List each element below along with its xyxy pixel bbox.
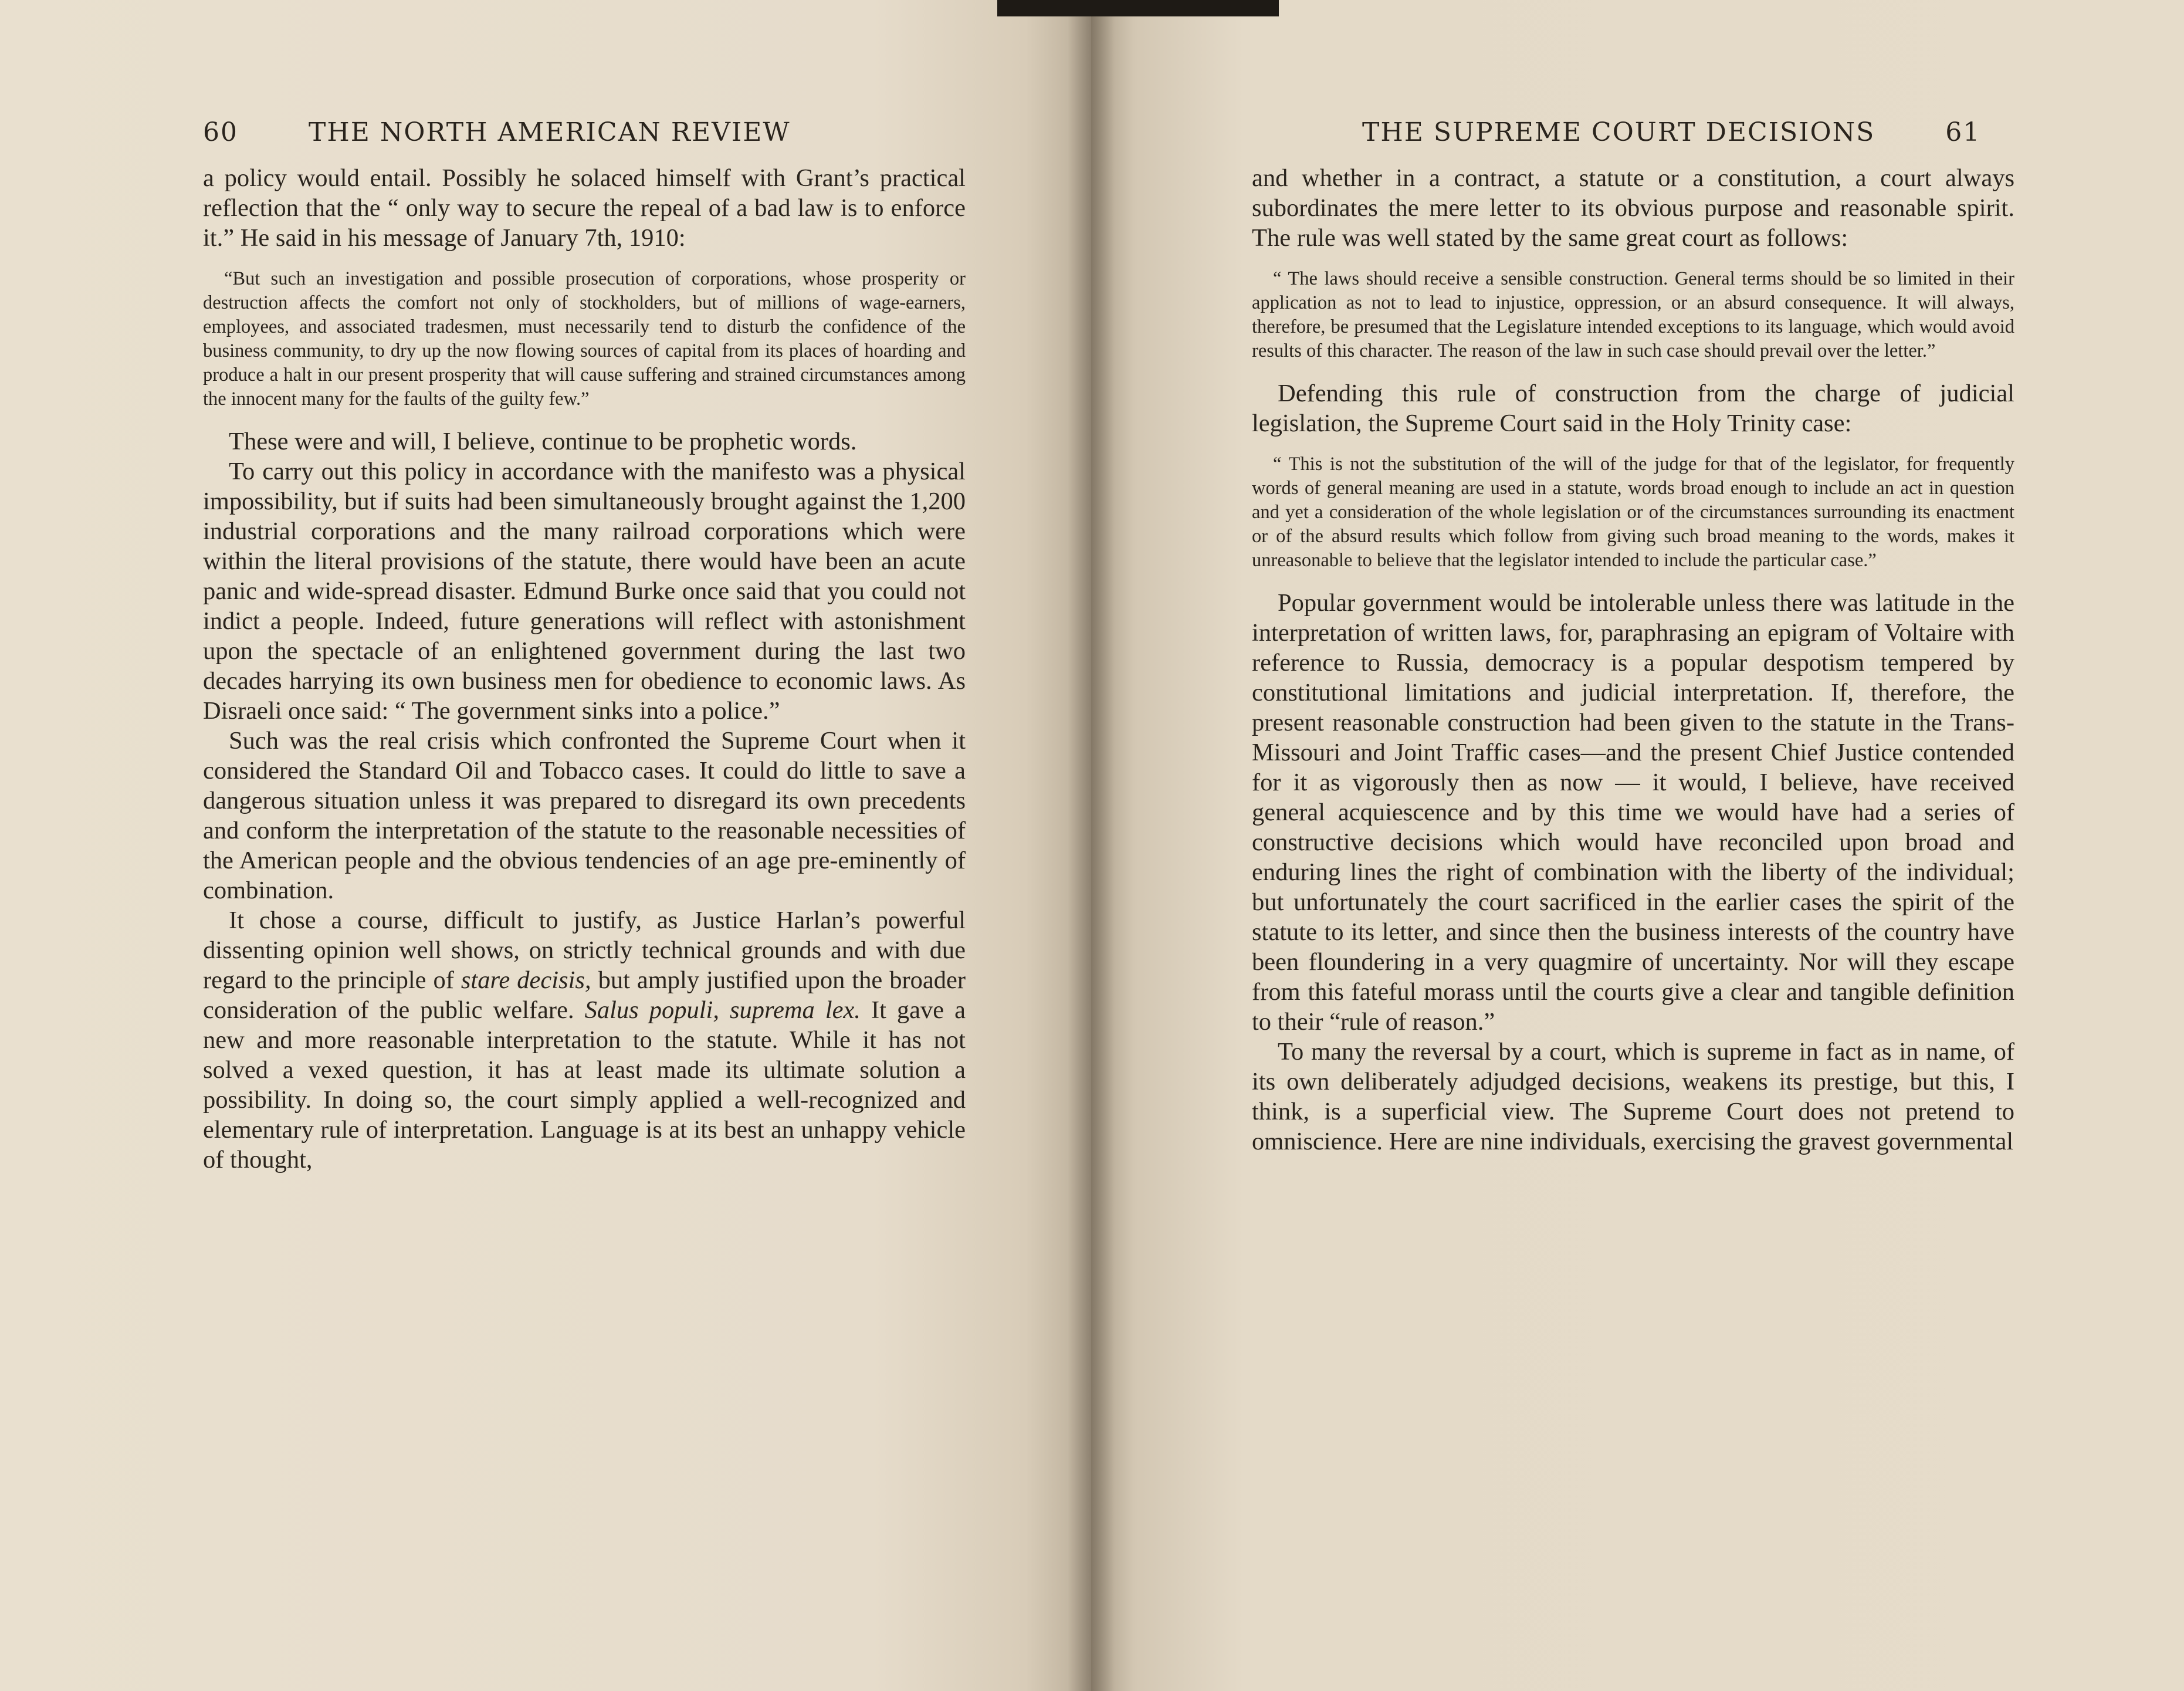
left-paragraph-5-part-c: It gave a new and more reasonable interpretation to the statute. While it has not solved a vexed question, it has at least made its ultimate solution a possibility. In doing so, the court simply applied a well-recognized and elementary rule of interpretation. Language is at its best an unhappy vehicle of thought, — [203, 996, 966, 1173]
right-page-number: 61 — [1945, 117, 1981, 147]
latin-phrase-stare-decisis: stare decisis, — [460, 966, 591, 994]
left-paragraph-2: These were and will, I believe, continue to be prophetic words. — [229, 428, 857, 455]
left-paragraph-1: a policy would entail. Possibly he solaced himself with Grant’s practical reflection that the “ only way to secure the repeal of a bad law is to enforce it.” He said in his message of January 7th, 1910: — [203, 164, 966, 252]
left-block-quote: “But such an investigation and possible prosecution of corporations, whose prosperity or destruction affects the comfort not only of stockholders, but of millions of wage-earners, employees, and associated tradesmen, must necessarily tend to disturb the confidence of the business community, to dry up the now flowing sources of capital from its places of hoarding and produce a halt in our present prosperity that will cause suffering and strained circumstances among the innocent many for the faults of the guilty few.” — [203, 268, 966, 410]
right-header-title: THE SUPREME COURT DECISIONS — [1362, 117, 1875, 147]
right-running-head — [1362, 117, 1980, 147]
right-paragraph-1: and whether in a contract, a statute or a constitution, a court always subordinates the mere letter to its obvious purpose and reasonable spirit. The rule was well stated by the same great court as follows: — [1252, 164, 2014, 252]
binding-top-edge — [997, 0, 1279, 16]
right-paragraph-4: To many the reversal by a court, which is supreme in fact as in name, of its own deliberately adjudged decisions, weakens its prestige, but this, I think, is a superficial view. The Supreme Court does not pretend to omniscience. Here are nine individuals, exercising the gravest governmental — [1252, 1038, 2014, 1155]
left-page — [0, 0, 1091, 1691]
right-paragraph-2: Defending this rule of construction from the charge of judicial legislation, the Supreme Court said in the Holy Trinity case: — [1252, 380, 2014, 437]
right-paragraph-3: Popular government would be intolerable unless there was latitude in the interpretation of written laws, for, paraphrasing an epigram of Voltaire with reference to Russia, democracy is a popular despotism tempered by constitutional limitations and judicial interpretation. If, therefore, the present reasonable construction had been given to the statute in the Trans-Missouri and Joint Traffic cases—and the present Chief Justice contended for it as vigorously then as now — it would, I believe, have received general acquiescence and by this time we would have had a series of constructive decisions which would have reconciled upon broad and enduring lines the right of combination with the liberty of the individual; but unfortunately the court sacrificed in the earlier cases the spirit of the statute to its letter, and since then the business interests of the country have been floundering in a very quagmire of uncertainty. Nor will they escape from this fateful morass until the courts give a clear and tangible definition to their “rule of reason.” — [1252, 589, 2014, 1036]
left-paragraph-3: To carry out this policy in accordance with the manifesto was a physical impossibility, but if suits had been simultaneously brought against the 1,200 industrial corporations and the many railroad corporations which were within the literal provisions of the statute, there would have been an acute panic and wide-spread disaster. Edmund Burke once said that you could not indict a people. Indeed, future generations will reflect with astonishment upon the spectacle of an enlightened government during the last two decades harrying its own business men for obedience to economic laws. As Disraeli once said: “ The government sinks into a police.” — [203, 458, 966, 725]
left-paragraph-5-part-b: but amply justified upon the broader consideration of the public welfare. — [203, 966, 966, 1024]
left-text-column — [203, 163, 966, 1175]
right-page — [1091, 0, 2184, 1691]
left-paragraph-5 — [203, 905, 966, 1175]
left-paragraph-4: Such was the real crisis which confronted the Supreme Court when it considered the Standard Oil and Tobacco cases. It could do little to save a dangerous situation unless it was prepared to disregard its own precedents and conform the interpretation of the statute to the reasonable necessities of the American people and the obvious tendencies of an age pre-eminently of combination. — [203, 727, 966, 904]
left-running-head — [203, 117, 791, 147]
right-text-column — [1252, 163, 2014, 1156]
right-block-quote-2: “ This is not the substitution of the will of the judge for that of the legislator, for frequently words of general meaning are used in a statute, words broad enough to include an act in question and yet a consideration of the whole legislation or of the circumstances surrounding its enactment or of the absurd results which follow from giving such broad meaning to the words, makes it unreasonable to believe that the legislator intended to include the particular case.” — [1252, 454, 2014, 571]
right-block-quote-1: “ The laws should receive a sensible construction. General terms should be so limited in their application as not to lead to injustice, oppression, or an absurd consequence. It will always, therefore, be presumed that the Legislature intended exceptions to its language, which would avoid results of this character. The reason of the law in such case should prevail over the letter.” — [1252, 268, 2014, 361]
left-header-title: THE NORTH AMERICAN REVIEW — [309, 117, 791, 147]
left-page-number: 60 — [203, 117, 238, 147]
left-paragraph-5-part-a: It chose a course, difficult to justify, as Justice Harlan’s powerful dissenting opinion well shows, on strictly technical grounds and with due regard to the principle of — [203, 907, 966, 994]
latin-phrase-salus-populi: Salus populi, suprema lex. — [584, 996, 861, 1024]
